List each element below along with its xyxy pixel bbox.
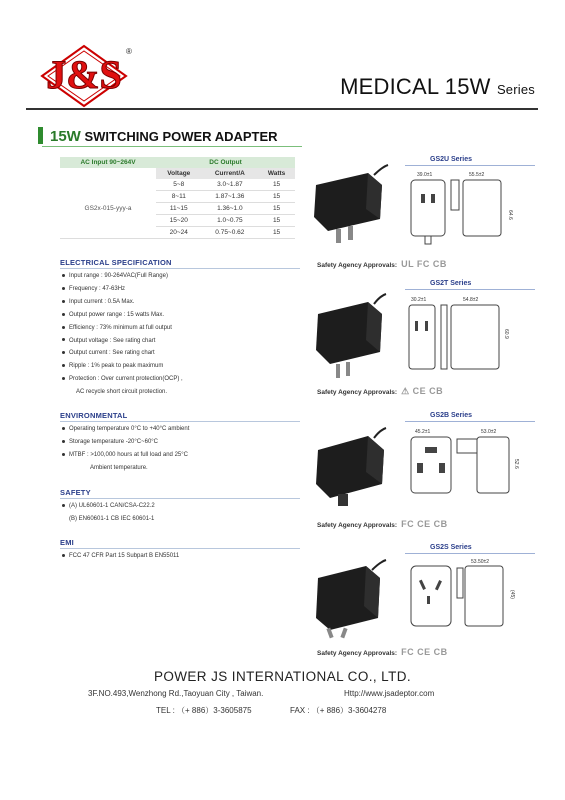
current-column-header: Current/A: [202, 168, 259, 179]
dimension-label: (45): [509, 590, 515, 599]
gs2t-adapter-photo: [310, 292, 390, 380]
voltage-cell: 5~8: [156, 179, 202, 191]
list-item: Input range : 90-264VAC(Full Range): [62, 270, 183, 283]
certification-logos: FC CE CB: [401, 519, 448, 529]
list-item-continuation: Ambient temperature.: [90, 464, 148, 471]
list-item-continuation: (B) EN60601-1 CB IEC 60601-1: [69, 515, 155, 522]
voltage-cell: 15~20: [156, 215, 202, 227]
dimension-label: 45.2±1: [415, 429, 431, 435]
title-series: Series: [496, 82, 535, 97]
certification-logos: FC CE CB: [401, 647, 448, 657]
watts-cell: 15: [258, 179, 295, 191]
ac-input-header: AC Input 90~264V: [60, 157, 156, 168]
list-item: Frequency : 47-63Hz: [62, 283, 183, 296]
safety-heading: SAFETY: [60, 488, 91, 497]
dc-output-header: DC Output: [156, 157, 295, 168]
agency-label: Safety Agency Approvals:: [317, 522, 398, 529]
dimension-label: 64.6: [507, 210, 513, 220]
emi-heading: EMI: [60, 538, 74, 547]
series-name: GS2U Series: [430, 156, 473, 163]
electrical-list: [62, 270, 183, 399]
current-cell: 1.0~0.75: [202, 215, 259, 227]
series-name: GS2B Series: [430, 412, 473, 419]
watts-cell: 15: [258, 227, 295, 239]
list-item: Input current : 0.5A Max.: [62, 296, 183, 309]
current-cell: 0.75~0.62: [202, 227, 259, 239]
logo-registered-mark: ®: [126, 47, 132, 56]
watts-cell: 15: [258, 203, 295, 215]
dimension-label: 60.9: [503, 329, 509, 339]
agency-label: Safety Agency Approvals:: [317, 650, 398, 657]
dimension-label: 54.8±2: [463, 297, 479, 303]
document-title: [340, 74, 535, 100]
safety-agency-approvals: [317, 259, 447, 269]
safety-divider: [60, 498, 300, 499]
agency-label: Safety Agency Approvals:: [317, 262, 398, 269]
telephone-number: TEL : （+ 886）3-3605875: [156, 706, 252, 715]
dimension-label: 53.50±2: [471, 559, 490, 565]
list-item: Storage temperature -20°C~60°C: [62, 436, 189, 449]
logo-text: J&S: [46, 52, 122, 97]
watts-cell: 15: [258, 215, 295, 227]
list-item-continuation: AC recycle short circuit protection.: [76, 389, 168, 396]
list-item: MTBF : >100,000 hours at full load and 25°C: [62, 449, 189, 462]
gs2u-adapter-photo: [308, 165, 390, 250]
current-cell: 1.36~1.0: [202, 203, 259, 215]
list-item: Output current : See rating chart: [62, 347, 183, 360]
safety-agency-approvals: [317, 519, 448, 529]
dimension-label: 30.2±1: [411, 297, 427, 303]
certification-logos: ⚠ CE CB: [401, 386, 444, 396]
list-item: Output power range : 15 watts Max.: [62, 309, 183, 322]
current-cell: 3.0~1.87: [202, 179, 259, 191]
rating-table: [60, 157, 295, 239]
dimension-label: 55.5±2: [469, 172, 485, 178]
watts-column-header: Watts: [258, 168, 295, 179]
series-name: GS2S Series: [430, 544, 472, 551]
list-item: (A) UL60601-1 CAN/CSA-C22.2: [62, 500, 155, 513]
watts-cell: 15: [258, 191, 295, 203]
environmental-divider: [60, 421, 300, 422]
title-text: MEDICAL 15W: [340, 74, 491, 99]
series-divider: [405, 165, 535, 166]
dimension-label: 53.0±2: [481, 429, 497, 435]
series-divider: [405, 553, 535, 554]
certification-logos: UL FC CB: [401, 259, 447, 269]
electrical-heading: ELECTRICAL SPECIFICATION: [60, 258, 172, 267]
current-cell: 1.87~1.36: [202, 191, 259, 203]
list-item: Ripple : 1% peak to peak maximum: [62, 360, 183, 373]
dimension-label: 39.0±1: [417, 172, 433, 178]
model-number: GS2x-015-yyy-a: [60, 179, 156, 239]
gs2u-dimension-drawing: [405, 168, 535, 258]
header-divider: [26, 108, 538, 110]
safety-agency-approvals: [317, 647, 448, 657]
company-website-link[interactable]: Http://www.jsadeptor.com: [344, 689, 435, 698]
voltage-cell: 8~11: [156, 191, 202, 203]
environmental-heading: ENVIRONMENTAL: [60, 411, 128, 420]
series-divider: [405, 289, 535, 290]
gs2s-adapter-photo: [308, 556, 390, 644]
gs2b-adapter-photo: [308, 424, 390, 512]
gs2t-dimension-drawing: [405, 293, 535, 381]
emi-divider: [60, 548, 300, 549]
gs2s-dimension-drawing: [405, 556, 535, 644]
company-address: 3F.NO.493,Wenzhong Rd.,Taoyuan City , Taiwan.: [88, 689, 264, 698]
gs2b-dimension-drawing: [405, 425, 535, 513]
agency-label: Safety Agency Approvals:: [317, 389, 398, 396]
series-divider: [405, 421, 535, 422]
environmental-list: [62, 423, 189, 475]
voltage-cell: 11~15: [156, 203, 202, 215]
title-divider: [42, 146, 302, 147]
table-row: [60, 179, 295, 191]
product-title-text: SWITCHING POWER ADAPTER: [84, 129, 278, 144]
list-item: Operating temperature 0°C to +40°C ambient: [62, 423, 189, 436]
dimension-label: 52.6: [513, 459, 519, 469]
fax-number: FAX : （+ 886）3-3604278: [290, 706, 387, 715]
list-item: Efficiency : 73% minimum at full output: [62, 322, 183, 335]
electrical-divider: [60, 268, 300, 269]
safety-list: [62, 500, 155, 526]
series-name: GS2T Series: [430, 280, 472, 287]
product-title-wattage: 15W: [50, 128, 81, 145]
company-logo: [38, 44, 130, 108]
emi-list: [62, 550, 179, 563]
safety-agency-approvals: [317, 386, 443, 397]
list-item: Output voltage : See rating chart: [62, 335, 183, 348]
product-title: [42, 128, 278, 145]
list-item: Protection : Over current protection(OCP) ,: [62, 373, 183, 386]
voltage-column-header: Voltage: [156, 168, 202, 179]
voltage-cell: 20~24: [156, 227, 202, 239]
company-name: POWER JS INTERNATIONAL CO., LTD.: [153, 669, 412, 684]
list-item: FCC 47 CFR Part 15 Subpart B EN55011: [62, 550, 179, 563]
